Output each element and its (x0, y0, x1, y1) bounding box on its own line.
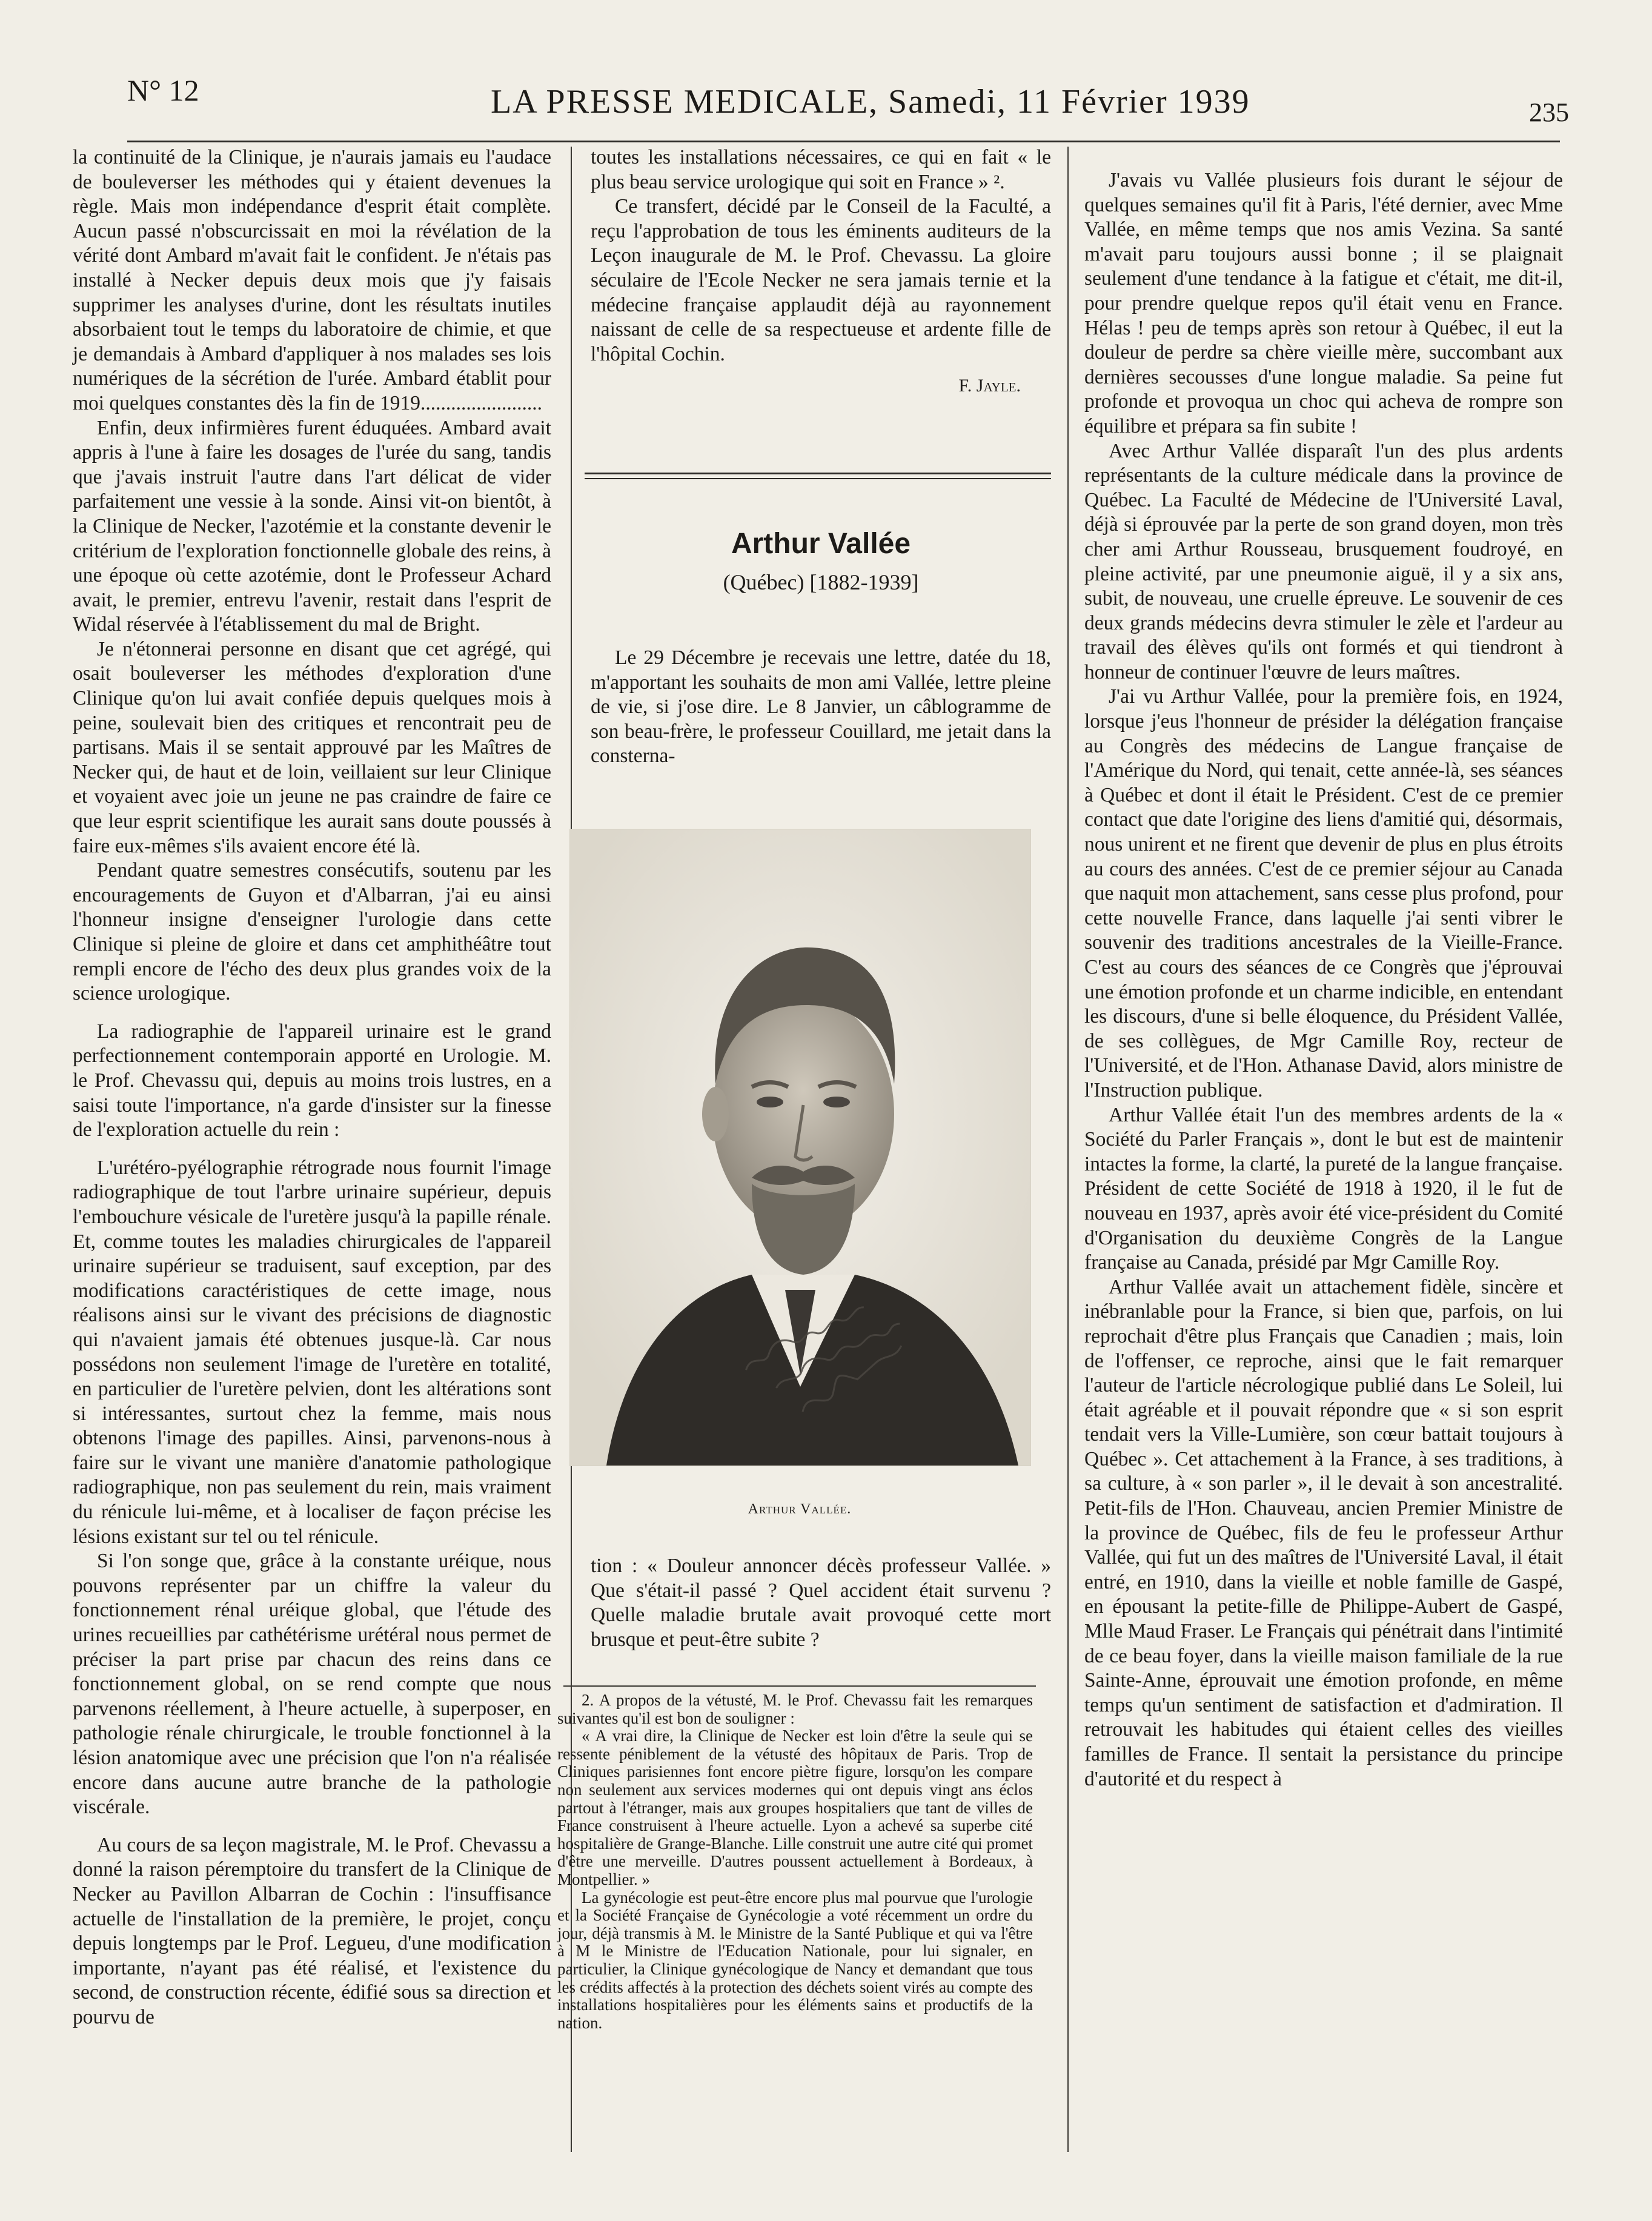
footnote-rule (563, 1685, 1036, 1687)
footnote-paragraph: 2. A propos de la vétusté, M. le Prof. Chevassu fait les remarques suivantes qu'il est bon de souligner : (557, 1691, 1033, 1727)
paragraph: Enfin, deux infirmières furent éduquées. Ambard avait appris à l'une à faire les dosages de l'urée du sang, tandis que j'avais instruit l'autre dans l'art délicat de vider parfaitement une vessie à la sonde. Ainsi vit-on bientôt, à la Clinique de Necker, l'azotémie et la constante devenir le critérium de l'exploration fonctionnelle globale des reins, à une époque où cette azotémie, dont le Professeur Achard avait, le premier, entrevu l'avenir, restait dans l'esprit de Widal réservée à l'établissement du mal de Bright. (73, 416, 551, 636)
paragraph: J'avais vu Vallée plusieurs fois durant le séjour de quelques semaines qu'il fit à Paris, l'été dernier, avec Mme Vallée, en même temps que nos amis Vezina. Sa santé m'avait paru toujours aussi bonne ; il se plaignait seulement d'une tendance à la fatigue et c'était, me dit-il, pour prendre quelque repos qu'il était venu en France. Hélas ! peu de temps après son retour à Québec, il eut la douleur de perdre sa chère vieille mère, succombant aux dernières secousses d'une longue maladie. Sa peine fut profonde et provoqua un choc qui acheva de rompre son équilibre et prépara sa fin subite ! (1084, 169, 1563, 437)
journal-title: LA PRESSE MEDICALE, Samedi, 11 Février 1939 (491, 83, 1250, 121)
quoted-paragraph: L'urétéro-pyélographie rétrograde nous fournit l'image radiographique de tout l'arbre urinaire supérieur, depuis l'embouchure vésicale de l'uretère jusqu'à la papille rénale. Et, comme toutes les maladies chirurgicales de l'appareil urinaire supérieur se traduisent, sauf exception, par des modifications caractéristiques de cette image, nous réalisons ainsi sur le vivant des précisions de diagnostic qui n'avaient jamais été obtenues jusque-là. Car nous possédons non seulement l'image de l'uretère en totalité, en particulier de l'uretère pelvien, dont les altérations sont si intéressantes, surtout chez la femme, mais nous obtenons l'image des papilles. Ainsi, parvenons-nous à faire sur le vivant une manière d'anatomie pathologique radiographique, non pas seulement du rein, mais vraiment du rénicule lui-même, et à localiser de façon précise les lésions existant sur tel ou tel rénicule. (73, 1156, 551, 1548)
article-subtitle: (Québec) [1882-1939] (723, 570, 919, 594)
paragraph: la continuité de la Clinique, je n'aurais jamais eu l'audace de bouleverser les méthodes qui y étaient devenues la règle. Mais mon indépendance d'esprit était complète. Aucun passé n'obscurcissait en moi la révélation de la vérité dont Ambard m'avait fait le confident. Je n'étais pas installé à Necker depuis deux mois que j'y faisais supprimer les analyses d'urine, dont les résultats inutiles absorbaient tout le temps du laboratoire de chimie, et que je demandais à Ambard d'appliquer à nos malades ses lois numériques de la sécrétion de l'urée. Ambard établit pour moi quelques constantes dès la fin de 1919........................ (73, 146, 551, 414)
paragraph: Arthur Vallée était l'un des membres ardents de la « Société du Parler Français », dont le but est de maintenir intactes la forme, la clarté, la pureté de la langue française. Président de cette Société de 1918 à 1920, il le fut de nouveau en 1937, après avoir été vice-président du Comité d'Organisation du deuxième Congrès de la Langue française au Canada, présidé par Mgr Camille Roy. (1084, 1103, 1563, 1274)
page-header (127, 67, 1569, 139)
paragraph: Pendant quatre semestres consécutifs, soutenu par les encouragements de Guyon et d'Albarran, j'ai eu ainsi l'honneur insigne d'enseigner l'urologie dans cette Clinique si pleine de gloire et dans cet amphithéâtre tout rempli encore de l'écho des deux plus grandes voix de la science urologique. (73, 859, 551, 1005)
paragraph: J'ai vu Arthur Vallée, pour la première fois, en 1924, lorsque j'eus l'honneur de présider la délégation française au Congrès des médecins de Langue française de l'Amérique du Nord, qui tenait, cette année-là, ses séances à Québec et dont il était le Président. C'est de ce premier contact que date l'origine des liens d'amitié qui, désormais, nous unirent et ne firent que devenir de plus en plus étroits au cours des années. C'est de ce premier séjour au Canada que naquit mon attachement, sans cesse plus profond, pour cette nouvelle France, dans laquelle j'ai senti vibrer le souvenir des traditions ancestrales de la Vieille-France. C'est au cours des séances de ce Congrès que j'éprouvai une émotion profonde et un charme indicible, en entendant les discours, d'une si belle éloquence, du Président Vallée, de ses collègues, de Mgr Camille Roy, recteur de l'Université, et de l'Hon. Athanase David, alors ministre de l'Instruction publique. (1084, 685, 1563, 1101)
paragraph: toutes les installations nécessaires, ce qui en fait « le plus beau service urologique qui soit en France » ². (591, 146, 1051, 193)
column-right (1084, 168, 1563, 1791)
page-number: 235 (1529, 98, 1569, 127)
author-signature: F. Jayle. (958, 376, 1021, 396)
paragraph: Au cours de sa leçon magistrale, M. le Prof. Chevassu a donné la raison péremptoire du transfert de la Clinique de Necker au Pavillon Albarran de Cochin : l'insuffisance actuelle de l'installation de la première, le projet, conçu depuis longtemps par le Prof. Legueu, d'une modification importante, n'ayant pas été réalisé, et l'existence du second, de construction récente, édifié sous sa direction et pourvu de (73, 1833, 551, 2028)
portrait-illustration (570, 829, 1030, 1466)
paragraph: Arthur Vallée avait un attachement fidèle, sincère et inébranlable pour la France, si bien que, parfois, on lui reprochait d'être plus Français que Canadien ; mais, loin de l'offenser, ce reproche, ainsi que le fait remarquer l'auteur de l'article nécrologique publié dans Le Soleil, lui était agréable et il pouvait répondre que « si son esprit tendait vers la Ville-Lumière, son cœur battait toujours à Québec ». Cet attachement à la France, à ses traditions, à sa culture, à « son parler », il le devait à son ancestralité. Petit-fils de l'Hon. Chauveau, ancien Premier Ministre de la province de Québec, fils de feu le professeur Arthur Vallée, qui fut un des maîtres de l'Université Laval, il était entré, en 1910, dans la vieille et noble famille de Gaspé, en épousant la petite-fille de Philippe-Aubert de Gaspé, Mlle Maud Fraser. Le Français qui pénétrait dans l'intimité de ce beau foyer, dans la vieille maison familiale de la rue Sainte-Anne, éprouvait une émotion profonde, en même temps qu'un sentiment de satisfaction et d'admiration. Il retrouvait les habitudes qui étaient celles des vieilles familles de France. Il sentait la persistance du principe d'autorité et du respect à (1084, 1275, 1563, 1790)
paragraph: La radiographie de l'appareil urinaire est le grand perfectionnement contemporain apporté en Urologie. M. le Prof. Chevassu qui, depuis au moins trois lustres, en a saisi toute l'importance, n'a garde d'insister sur la finesse de l'exploration actuelle du rein : (73, 1020, 551, 1141)
paragraph: Avec Arthur Vallée disparaît l'un des plus ardents représentants de la culture médicale dans la province de Québec. La Faculté de Médecine de l'Université Laval, déjà si éprouvée par la perte de son grand doyen, mon très cher ami Arthur Rousseau, brusquement foudroyé, en pleine activité, par une pneumonie aiguë, il y a six ans, subit, de nouveau, une cruelle épreuve. Le souvenir de ces deux grands médecins devra stimuler le zèle et l'ardeur au travail des élèves qu'ils ont formés et qui tiendront à honneur de continuer l'œuvre de leurs maîtres. (1084, 439, 1563, 683)
paragraph: Je n'étonnerai personne en disant que cet agrégé, qui osait bouleverser les méthodes d'exploration d'une Clinique qu'on lui avait confiée depuis quelques mois à peine, soulevait bien des critiques et rencontrait peu de partisans. Mais il se sentait approuvé par les Maîtres de Necker qui, de haut et de loin, veillaient sur leur Clinique et voyaient avec joie un jeune ne pas craindre de faire ce que leur esprit scientifique les aurait sans doute poussés à faire eux-mêmes s'ils avaient encore été là. (73, 637, 551, 857)
paragraph: Ce transfert, décidé par le Conseil de la Faculté, a reçu l'approbation de tous les éminents auditeurs de la Leçon inaugurale de M. le Prof. Chevassu. La gloire séculaire de l'Ecole Necker ne sera jamais ternie et la médecine française applaudit déjà au rayonnement naissant de celle de sa respectueuse et ardente fille de l'hôpital Cochin. (591, 195, 1051, 365)
section-divider (585, 473, 1051, 479)
article-intro (591, 646, 1051, 769)
article-continuation (591, 1554, 1051, 1652)
column-middle-top (591, 145, 1051, 399)
issue-number: N° 12 (127, 73, 199, 107)
column-left (73, 145, 551, 2030)
paragraph: tion : « Douleur annoncer décès professeur Vallée. » Que s'était-il passé ? Quel accident était survenu ? Quelle maladie brutale avait provoqué cette mort brusque et peut-être subite ? (591, 1555, 1051, 1651)
footnote (557, 1691, 1033, 2032)
paragraph: Le 29 Décembre je recevais une lettre, datée du 18, m'apportant les souhaits de mon ami Vallée, lettre pleine de vie, si j'ose dire. Le 8 Janvier, un câblogramme de son beau-frère, le professeur Couillard, me jetait dans la consterna- (591, 646, 1051, 768)
photo-caption: Arthur Vallée. (748, 1501, 852, 1517)
footnote-paragraph: La gynécologie est peut-être encore plus mal pourvue que l'urologie et la Société Française de Gynécologie a voté récemment un ordre du jour, déjà transmis à M. le Ministre de la Santé Publique et qui va l'être à M le Ministre de l'Education Nationale, pour lui signaler, en particulier, la Clinique gynécologique de Nancy et demandant que tous les crédits affectés à la protection des déchets soient virés au compte des installations hospitalières pour les éléments sains et productifs de la nation. (557, 1888, 1033, 2032)
portrait-photo (569, 829, 1031, 1466)
article-title: Arthur Vallée (731, 528, 911, 560)
footnote-paragraph: « A vrai dire, la Clinique de Necker est loin d'être la seule qui se ressente péniblement de la vétusté des hôpitaux de Paris. Trop de Cliniques parisiennes font encore piètre figure, lorsqu'on les compare non seulement aux services modernes qui ont depuis vingt ans éclos partout à l'étranger, mais aux groupes hospitaliers que tant de villes de France construisent à l'heure actuelle. Lyon a achevé sa superbe cité hospitalière de Grange-Blanche. Lille construit une autre cité qui promet d'être une merveille. D'autres poussent actuellement à Bordeaux, à Montpellier. » (557, 1727, 1033, 1888)
quoted-paragraph: Si l'on songe que, grâce à la constante uréique, nous pouvons représenter par un chiffre la valeur du fonctionnement rénal uréique global, que l'étude des urines recueillies par cathétérisme urétéral nous permet de préciser la part prise par chacun des reins dans ce fonctionnement global, on se rend compte que nous parvenons réellement, à l'heure actuelle, à superposer, en pathologie rénale chirurgicale, le trouble fonctionnel à la lésion anatomique avec une précision que l'on n'a réalisée encore dans aucune autre branche de la pathologie viscérale. (73, 1550, 551, 1819)
column-rule-right (1067, 147, 1069, 2152)
header-rule (127, 141, 1560, 142)
